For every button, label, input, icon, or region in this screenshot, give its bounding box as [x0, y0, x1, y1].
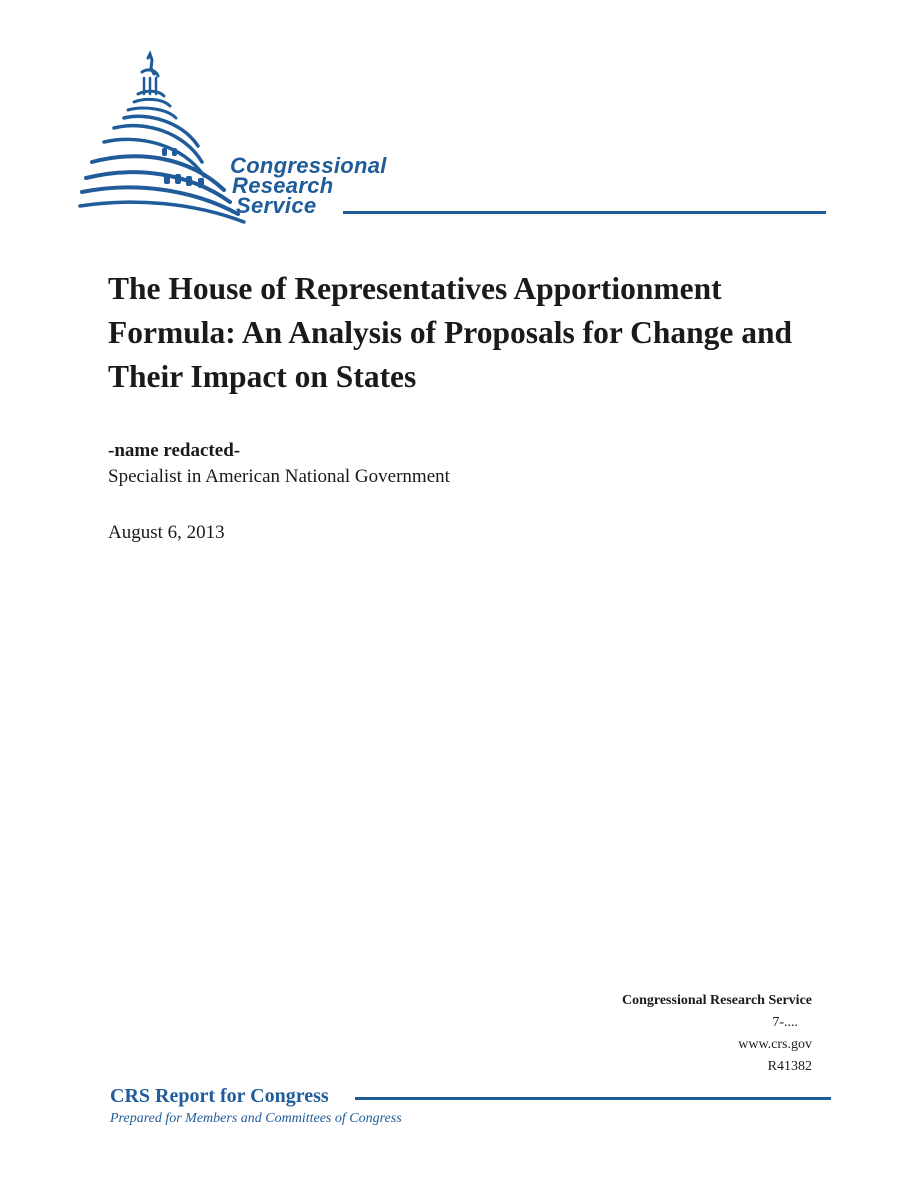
- publisher-phone: 7-....: [772, 1015, 798, 1030]
- author-name: -name redacted-: [108, 440, 241, 461]
- logo-line-service: Service: [236, 193, 317, 218]
- publisher-name: Congressional Research Service: [621, 993, 812, 1008]
- capitol-dome-icon: [78, 50, 248, 230]
- author-role: Specialist in American National Government: [108, 466, 450, 487]
- footer-divider: [355, 1097, 831, 1100]
- footer-title: CRS Report for Congress: [110, 1085, 329, 1107]
- crs-logo: [78, 50, 838, 230]
- report-date: August 6, 2013: [108, 522, 225, 543]
- report-title: The House of Representatives Apportionment Formula: An Analysis of Proposals for Change and Their Impact on States: [108, 271, 793, 394]
- footer-subtitle: Prepared for Members and Committees of Congress: [110, 1111, 402, 1126]
- logo-line-research: Research: [232, 173, 334, 198]
- logo-line-congressional: Congressional: [230, 153, 387, 178]
- report-number: R41382: [767, 1059, 812, 1074]
- publisher-block: [622, 990, 812, 1078]
- publisher-website[interactable]: www.crs.gov: [738, 1037, 812, 1052]
- crs-logo-text: [230, 153, 387, 218]
- logo-divider: [343, 211, 826, 214]
